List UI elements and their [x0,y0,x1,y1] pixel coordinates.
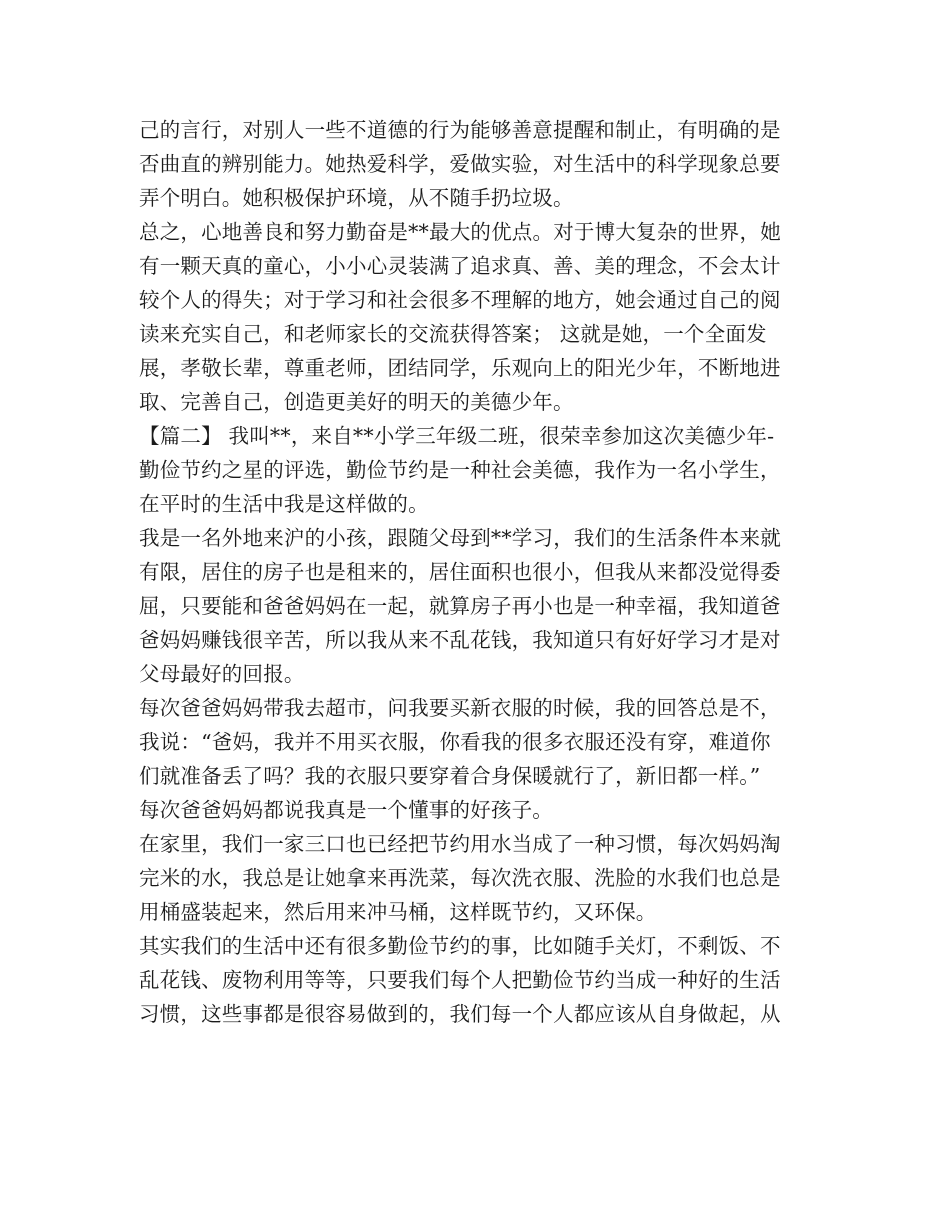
text-line: 取、完善自己，创造更美好的明天的美德少年。 [139,390,574,414]
section-heading-line: 【篇二】 我叫**，来自**小学三年级二班，很荣幸参加这次美德少年- [139,424,775,448]
text-line: 爸妈妈赚钱很辛苦，所以我从来不乱花钱，我知道只有好好学习才是对 [139,628,781,652]
text-line: 每次爸爸妈妈都说我真是一个懂事的好孩子。 [139,798,553,822]
text-line: 我说：“爸妈，我并不用买衣服，你看我的很多衣服还没有穿，难道你 [139,730,771,754]
text-line: 每次爸爸妈妈带我去超市，问我要买新衣服的时候，我的回答总是不， [139,696,781,720]
text-line: 较个人的得失；对于学习和社会很多不理解的地方，她会通过自己的阅 [139,288,781,312]
text-line: 其实我们的生活中还有很多勤俭节约的事，比如随手关灯，不剩饭、不 [139,934,781,958]
text-line: 父母最好的回报。 [139,662,305,686]
text-line: 在平时的生活中我是这样做的。 [139,492,429,516]
text-line: 乱花钱、废物利用等等，只要我们每个人把勤俭节约当成一种好的生活 [139,968,781,992]
text-line: 总之，心地善良和努力勤奋是**最大的优点。对于博大复杂的世界，她 [139,220,781,244]
text-line: 弄个明白。她积极保护环境，从不随手扔垃圾。 [139,186,574,210]
text-line: 习惯，这些事都是很容易做到的，我们每一个人都应该从自身做起，从 [139,1002,781,1026]
text-line: 有限，居住的房子也是租来的，居住面积也很小，但我从来都没觉得委 [139,560,781,584]
text-line: 在家里，我们一家三口也已经把节约用水当成了一种习惯，每次妈妈淘 [139,832,781,856]
text-line: 展，孝敬长辈，尊重老师，团结同学，乐观向上的阳光少年，不断地进 [139,356,781,380]
text-line: 己的言行，对别人一些不道德的行为能够善意提醒和制止，有明确的是 [139,118,781,142]
text-line: 有一颗天真的童心，小小心灵装满了追求真、善、美的理念，不会太计 [139,254,781,278]
text-line: 我是一名外地来沪的小孩，跟随父母到**学习，我们的生活条件本来就 [139,526,781,550]
text-line: 勤俭节约之星的评选，勤俭节约是一种社会美德，我作为一名小学生， [139,458,781,482]
text-line: 屈，只要能和爸爸妈妈在一起，就算房子再小也是一种幸福，我知道爸 [139,594,781,618]
text-line: 用桶盛装起来，然后用来冲马桶，这样既节约，又环保。 [139,900,657,924]
text-line: 否曲直的辨别能力。她热爱科学，爱做实验，对生活中的科学现象总要 [139,152,781,176]
text-line: 读来充实自己，和老师家长的交流获得答案； 这就是她，一个全面发 [139,322,767,346]
document-body [139,113,819,1031]
text-line: 完米的水，我总是让她拿来再洗菜，每次洗衣服、洗脸的水我们也总是 [139,866,781,890]
text-line: 们就准备丢了吗？我的衣服只要穿着合身保暖就行了，新旧都一样。” [139,764,761,788]
